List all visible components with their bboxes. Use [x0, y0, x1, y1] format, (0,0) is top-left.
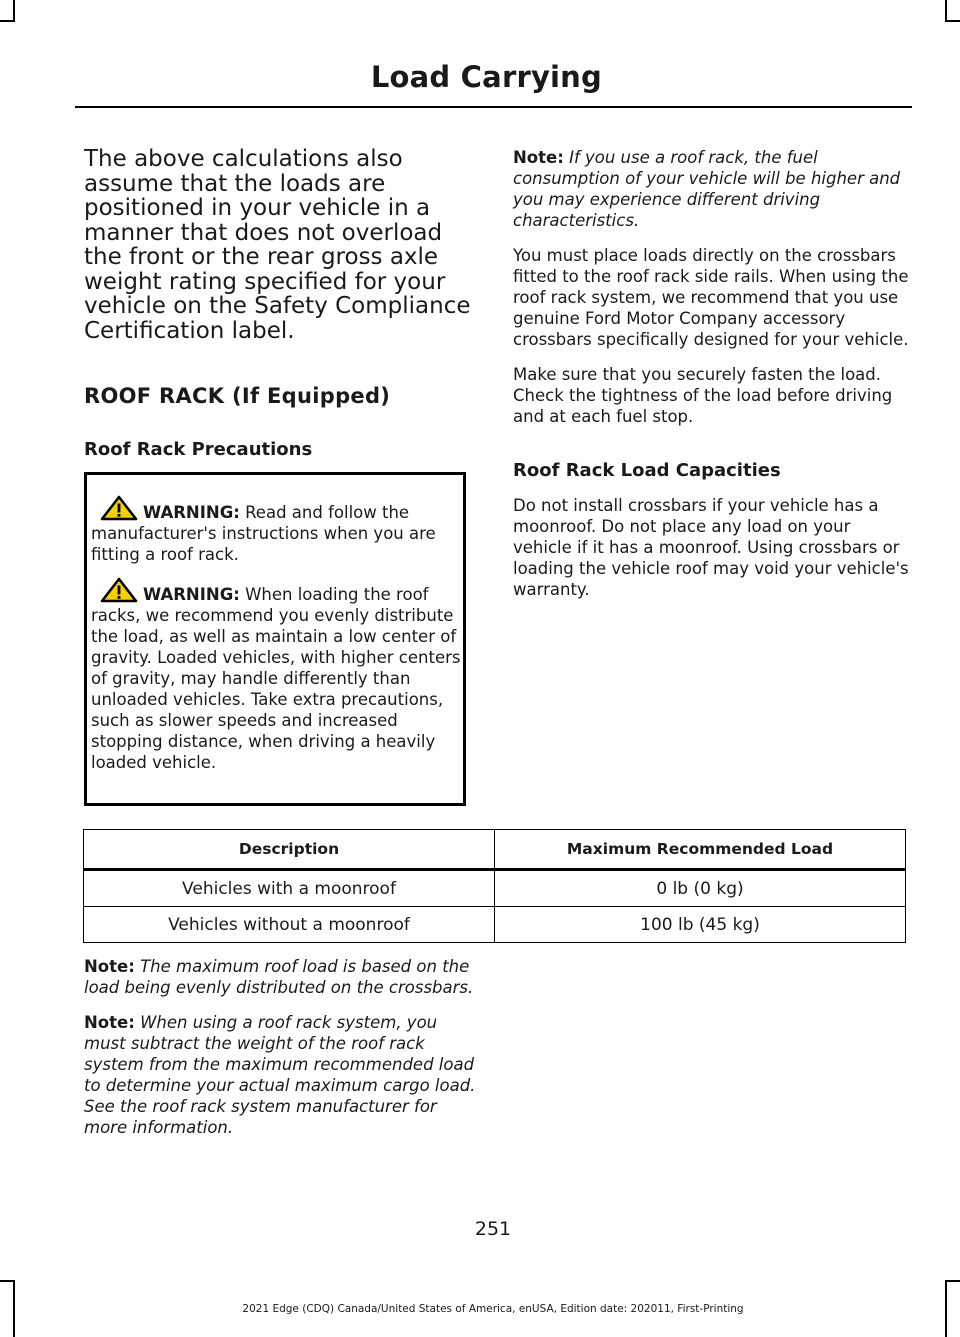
crop-mark [945, 20, 960, 22]
table-header-row [84, 830, 906, 870]
warning-box [84, 472, 466, 806]
warning-label: WARNING: [143, 503, 240, 522]
note-label: Note: [513, 148, 564, 167]
section-heading: ROOF RACK (If Equipped) [84, 384, 391, 408]
table-row [84, 907, 906, 943]
right-column [513, 147, 909, 614]
bottom-notes [84, 956, 476, 1152]
crop-mark [0, 20, 15, 22]
column-header: Description [84, 830, 495, 870]
fasten-load-paragraph: Make sure that you securely fasten the load. Check the tightness of the load before driving and at each fuel stop. [513, 365, 893, 426]
note-paragraph [84, 1012, 476, 1138]
table-cell: 100 lb (45 kg) [495, 907, 906, 943]
crop-mark [0, 1280, 15, 1282]
warning-text: When loading the roof racks, we recommend you evenly distribute the load, as well as maintain a low center of gravity. Loaded vehicles, with higher centers of gravity, may handle differently than unloaded vehicles. Take extra precautions, such as slower speeds and increased stopping distance, when driving a heavily loaded vehicle. [91, 585, 461, 772]
footer-text: 2021 Edge (CDQ) Canada/United States of America, enUSA, Edition date: 202011, First-Printing [242, 1303, 744, 1315]
note-label: Note: [84, 1013, 135, 1032]
subheading: Roof Rack Precautions [84, 439, 313, 460]
header-divider [75, 106, 912, 108]
load-capacity-table [83, 829, 906, 943]
warning-label: WARNING: [143, 585, 240, 604]
page-title: Load Carrying [370, 60, 602, 94]
warning-text: Read and follow the manufacturer's instructions when you are fitting a roof rack. [91, 503, 436, 564]
table-cell: Vehicles without a moonroof [84, 907, 495, 943]
crop-mark [13, 0, 15, 22]
warning-triangle-icon [99, 495, 139, 521]
note-label: Note: [84, 957, 135, 976]
table-row [84, 870, 906, 907]
note-paragraph [84, 956, 476, 998]
capacities-heading: Roof Rack Load Capacities [513, 460, 781, 481]
fuel-note [513, 147, 909, 231]
intro-paragraph: The above calculations also assume that the loads are positioned in your vehicle in a manner that does not overload the front or the rear gross axle weight rating specified for your vehicle on the Safety Compliance Certification label. [84, 146, 471, 344]
note-text: The maximum roof load is based on the load being evenly distributed on the crossbars. [84, 957, 474, 997]
warning-paragraph [91, 495, 461, 565]
table-cell: Vehicles with a moonroof [84, 870, 495, 907]
left-column [84, 147, 476, 460]
crossbars-paragraph: You must place loads directly on the crossbars fitted to the roof rack side rails. When using the roof rack system, we recommend that you use genuine Ford Motor Company accessory crossbars specifically designed for your vehicle. [513, 246, 909, 349]
table-cell: 0 lb (0 kg) [495, 870, 906, 907]
page-number: 251 [474, 1218, 512, 1240]
crop-mark [945, 1280, 960, 1282]
moonroof-paragraph: Do not install crossbars if your vehicle has a moonroof. Do not place any load on your vehicle if it has a moonroof. Using crossbars or loading the vehicle roof may void your vehicle's warranty. [513, 496, 909, 599]
note-text: When using a roof rack system, you must subtract the weight of the roof rack system from the maximum recommended load to determine your actual maximum cargo load. See the roof rack system manufacturer for more information. [84, 1013, 476, 1137]
note-text: If you use a roof rack, the fuel consumption of your vehicle will be higher and you may experience different driving characteristics. [513, 148, 901, 230]
warning-paragraph [91, 577, 461, 773]
warning-triangle-icon [99, 577, 139, 603]
crop-mark [945, 0, 947, 22]
column-header: Maximum Recommended Load [495, 830, 906, 870]
